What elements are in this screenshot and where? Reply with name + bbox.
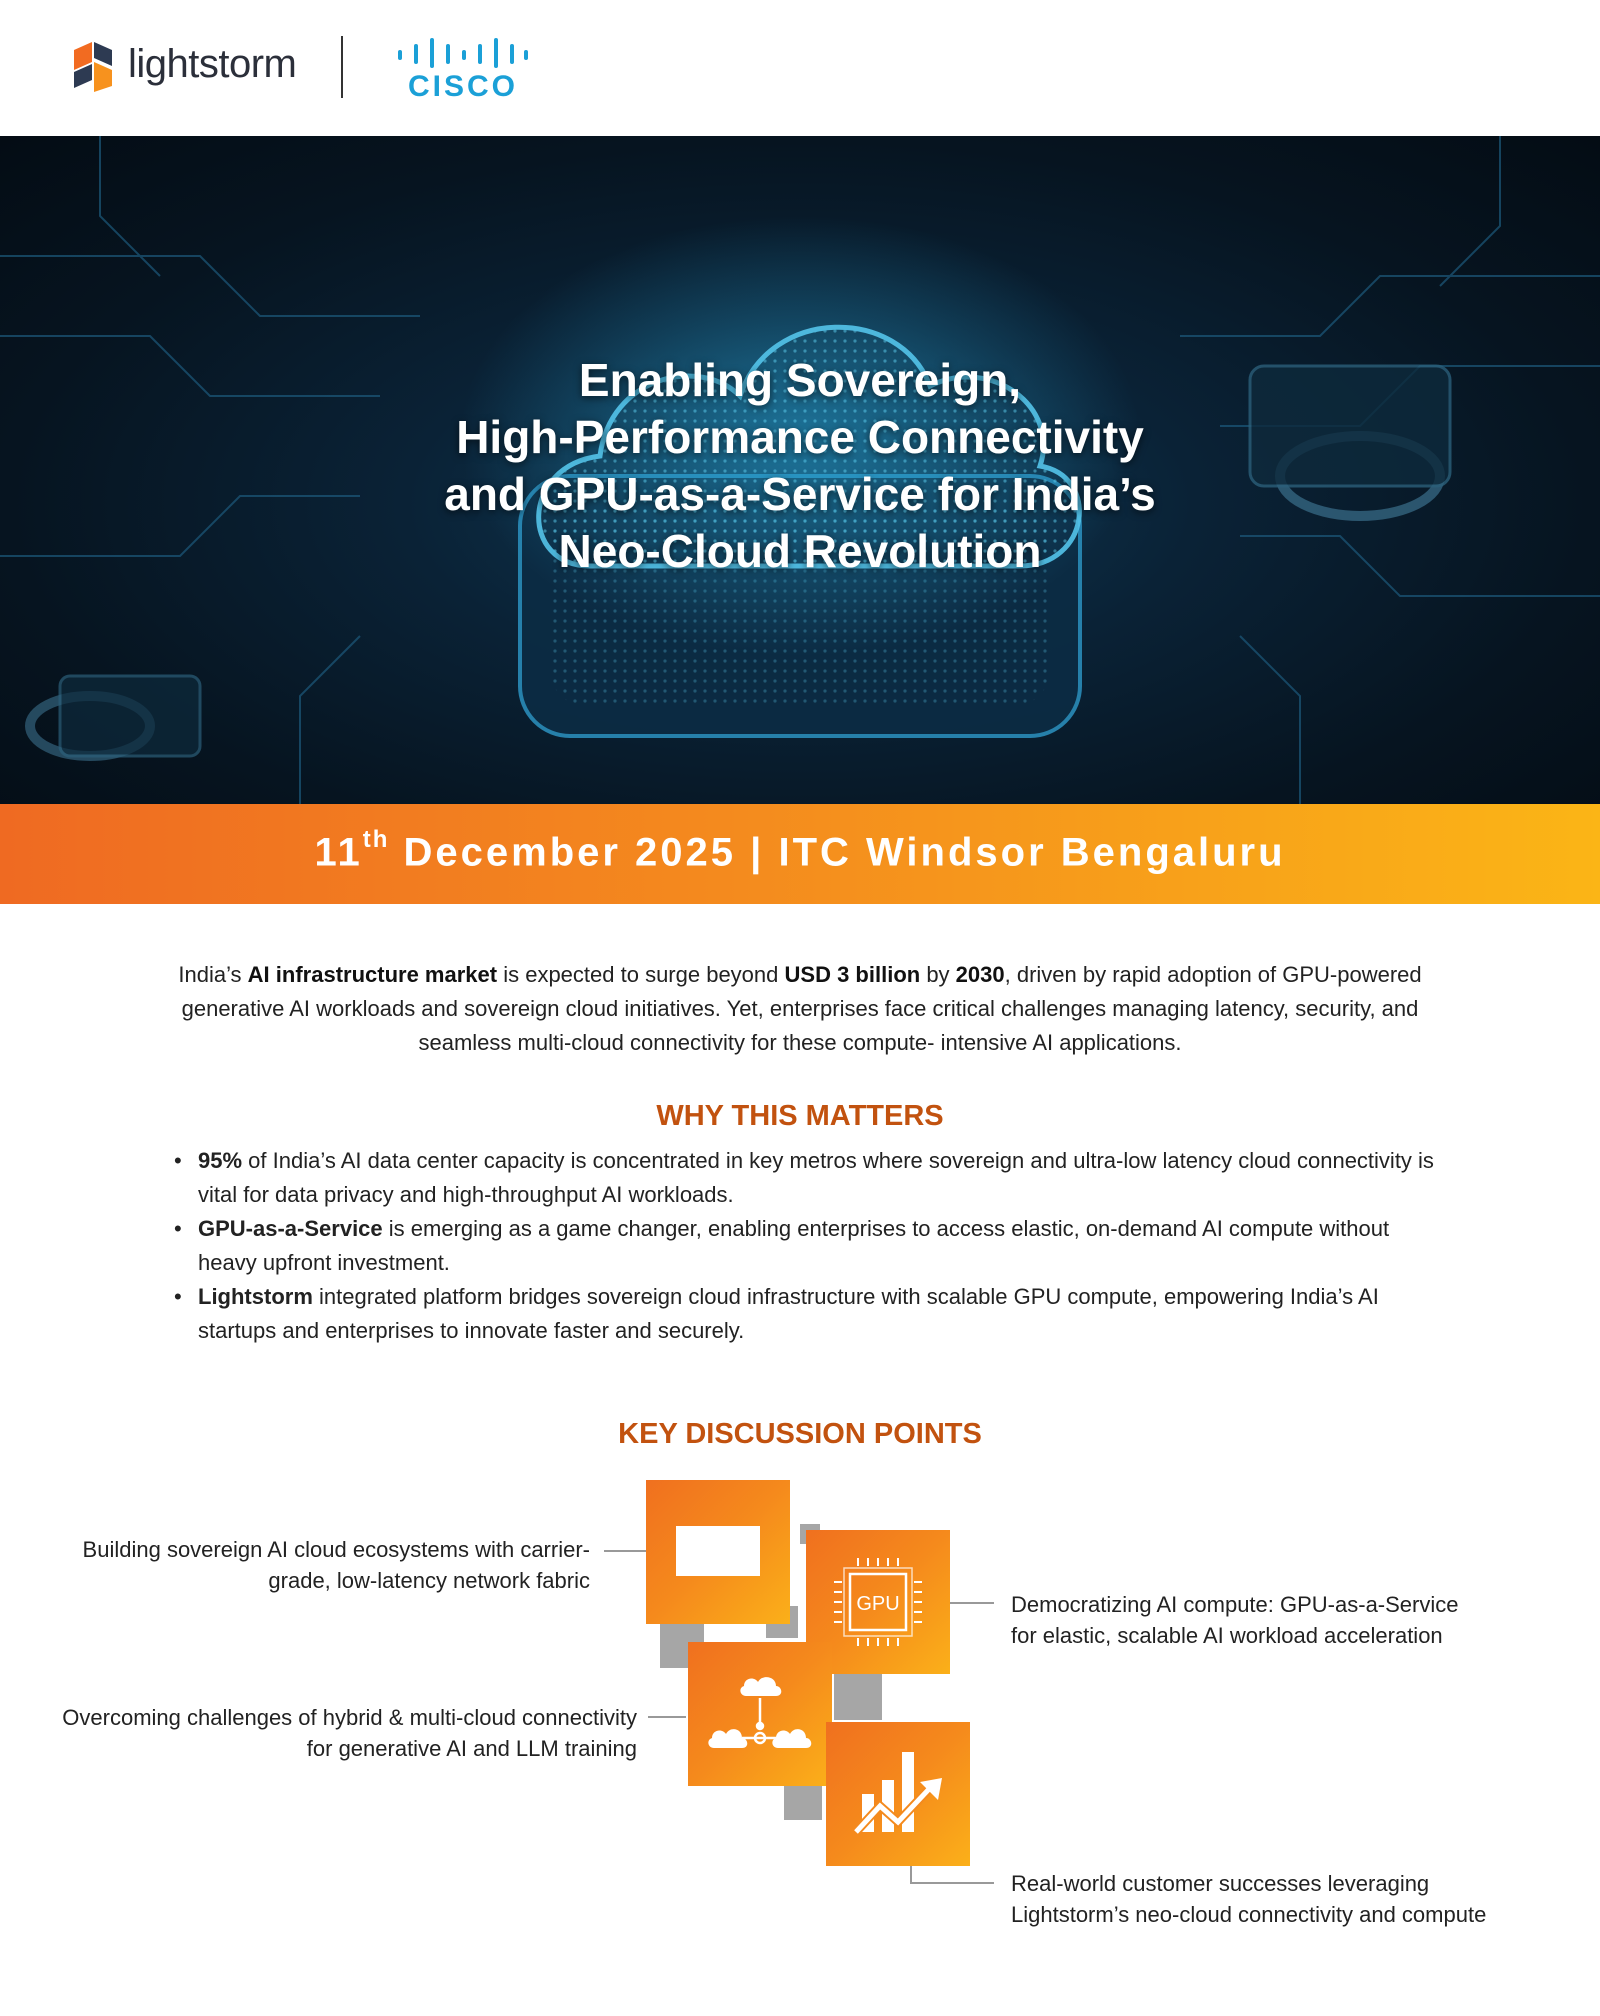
connector-line <box>910 1866 912 1882</box>
tile-sovereign-cloud <box>646 1480 790 1624</box>
intro-bold: USD 3 billion <box>784 962 921 987</box>
decor-square <box>834 1672 882 1720</box>
why-bullet-item <box>174 1280 1444 1348</box>
intro-text: , driven by rapid adoption of GPU-powered generative AI workloads and sovereign cloud initiatives. Yet, enterprises face critical challenges managing latency, security, and seamless multi-cloud connectivity for these compute- intensive AI applications. <box>181 962 1422 1055</box>
bullet-text: of India’s AI data center capacity is concentrated in key metros where sovereign and ultra-low latency cloud connectivity is vital for data privacy and high-throughput AI workloads. <box>198 1148 1434 1207</box>
cisco-logo-icon <box>398 38 528 68</box>
growth-chart-icon <box>826 1722 970 1866</box>
header-divider <box>341 36 343 98</box>
discussion-point: Real-world customer successes leveraging Lightstorm’s neo-cloud connectivity and compute <box>1011 1871 1487 1927</box>
why-this-matters-heading: WHY THIS MATTERS <box>656 1100 944 1132</box>
intro-paragraph <box>150 958 1450 1060</box>
event-date-band <box>0 804 1600 904</box>
key-discussion-heading: KEY DISCUSSION POINTS <box>618 1418 982 1450</box>
event-day: 11 <box>314 830 363 875</box>
event-day-suffix: th <box>362 826 390 853</box>
intro-text: by <box>920 962 956 987</box>
cisco-wordmark: CISCO <box>408 70 519 103</box>
lightstorm-logo-icon <box>66 40 120 94</box>
discussion-point: Building sovereign AI cloud ecosystems with carrier-grade, low-latency network fabric <box>82 1537 590 1593</box>
bullet-text: integrated platform bridges sovereign cloud infrastructure with scalable GPU compute, empowering India’s AI startups and enterprises to innovate faster and securely. <box>198 1284 1379 1343</box>
bullet-text: is emerging as a game changer, enabling enterprises to access elastic, on-demand AI compute without heavy upfront investment. <box>198 1216 1390 1275</box>
intro-bold: 2030 <box>955 962 1005 987</box>
tile-multi-cloud <box>688 1642 832 1786</box>
connector-line <box>604 1550 646 1552</box>
hero-title-line: High-Performance Connectivity <box>456 411 1144 463</box>
discussion-point: Overcoming challenges of hybrid & multi-cloud connectivity for generative AI and LLM training <box>62 1705 637 1761</box>
intro-text: is expected to surge beyond <box>497 962 785 987</box>
hero-title-line: and GPU-as-a-Service for India’s <box>444 468 1156 520</box>
bullet-bold: Lightstorm <box>198 1284 313 1309</box>
tile-customer-success <box>826 1722 970 1866</box>
why-bullet-item <box>174 1144 1444 1212</box>
bullet-bold: GPU-as-a-Service <box>198 1216 383 1241</box>
decor-square <box>784 1782 822 1820</box>
screen-icon <box>646 1480 790 1624</box>
why-bullet-list <box>174 1144 1444 1348</box>
connector-line <box>910 1882 994 1884</box>
event-date-venue <box>0 826 1600 875</box>
hero-title-line: Enabling Sovereign, <box>578 354 1022 406</box>
connector-line <box>648 1716 686 1718</box>
hero-banner <box>0 136 1600 804</box>
cloud-network-icon <box>688 1642 832 1786</box>
lightstorm-wordmark: lightstorm <box>128 42 297 86</box>
hero-title-line: Neo-Cloud Revolution <box>558 525 1042 577</box>
discussion-point: Democratizing AI compute: GPU-as-a-Service for elastic, scalable AI workload acceleration <box>1011 1592 1459 1648</box>
gpu-label: GPU <box>856 1593 900 1615</box>
connector-line <box>950 1602 994 1604</box>
bullet-bold: 95% <box>198 1148 243 1173</box>
why-bullet-item <box>174 1212 1444 1280</box>
intro-text: India’s <box>178 962 248 987</box>
header <box>0 0 1600 136</box>
intro-bold: AI infrastructure market <box>247 962 498 987</box>
hero-title <box>300 352 1300 580</box>
event-date-rest: December 2025 | ITC Windsor Bengaluru <box>389 830 1286 875</box>
